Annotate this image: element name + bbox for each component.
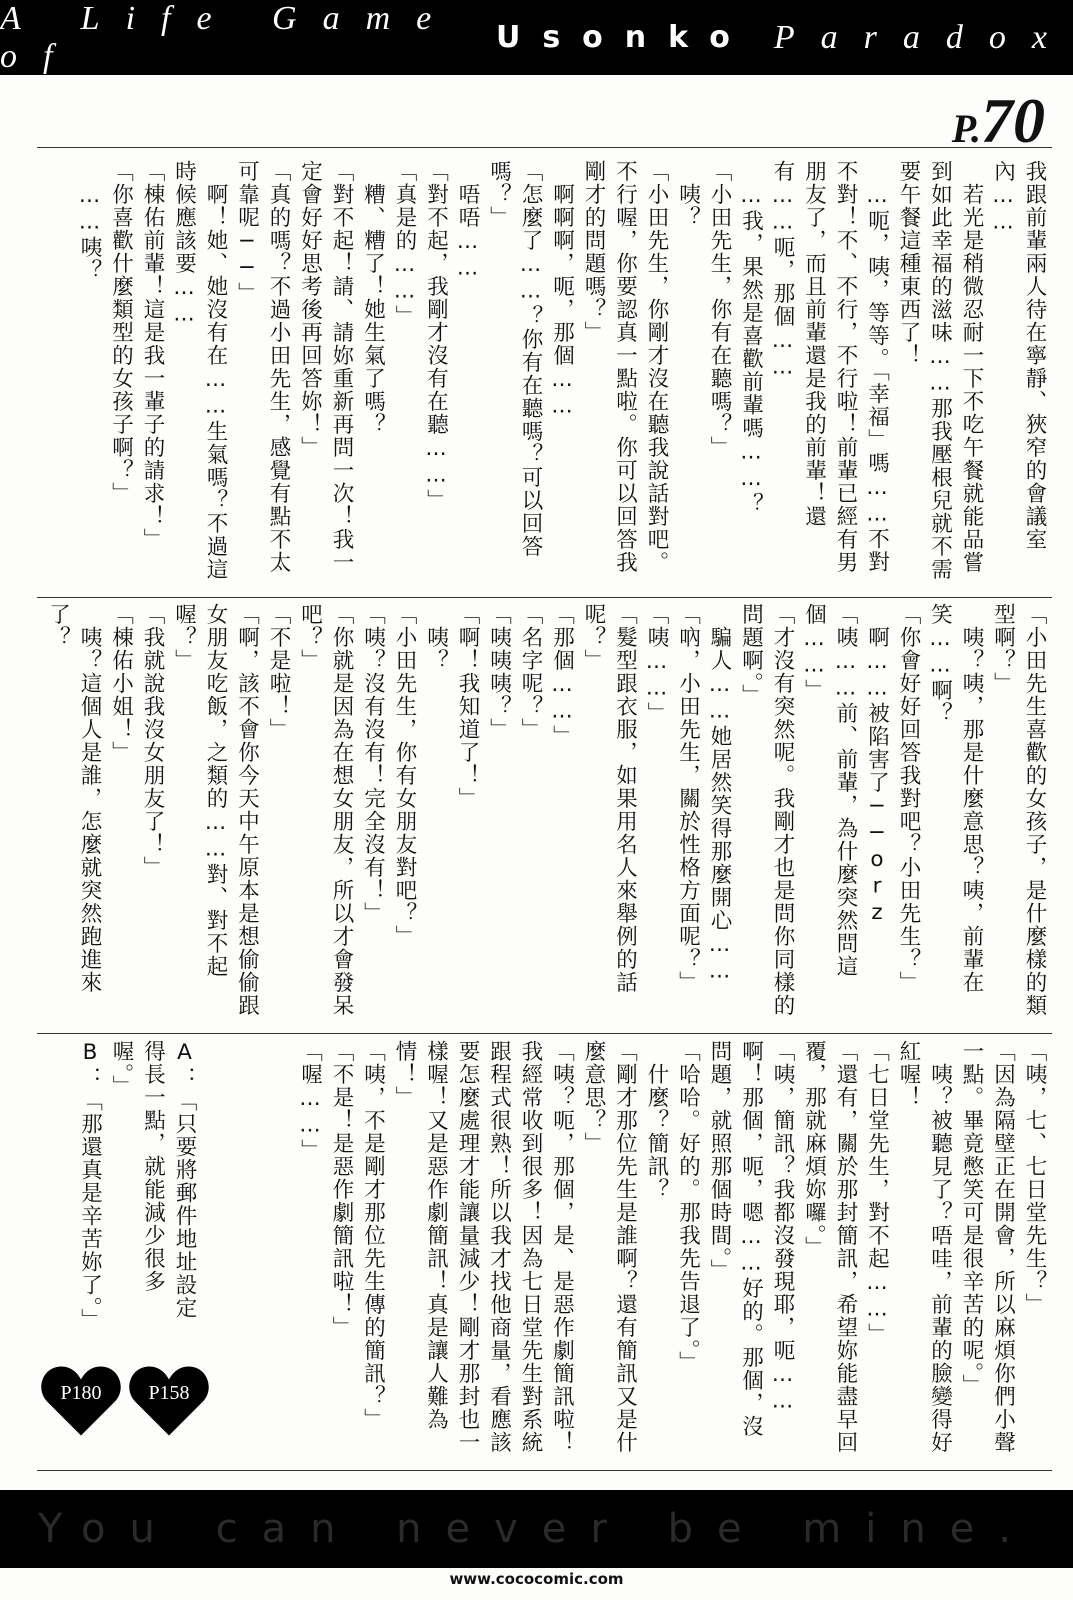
page-number-value: 70	[981, 85, 1045, 156]
title-banner	[0, 0, 1073, 75]
title-bold: Usonko	[495, 20, 752, 55]
heart-label-1: P180	[60, 1382, 102, 1404]
qa-section	[60, 1040, 200, 1340]
footer-tagline: You can never be mine.	[37, 1506, 1036, 1552]
divider-top	[37, 147, 1052, 148]
story-text-2: 「小田先生喜歡的女孩子，是什麼樣的類型啊？」 咦？咦，那是什麼意思？咦，前輩在笑……啊？ 「你會好好回答我對吧？小田先生？」 啊……被陷害了──orz 「咦……前、前輩，為什麼突然問這個……」 「才沒有突然呢。我剛才也是問你同樣的問題啊。」 騙人……她居然笑得那麼開心…… 「吶，小田先生，關於性格方面呢？」 「咦……」 「髮型跟衣服，如果用名人來舉例的話呢？」 「那個……」 「名字呢？」 「咦咦咦？」 「啊！我知道了！」 咦？ 「小田先生，你有女朋友對吧？」 「咦？沒有沒有！完全沒有！」 「你就是因為在想女朋友，所以才會發呆吧？」 「不是啦！」 「啊，該不會你今天中午原本是想偷偷跟女朋友吃飯，之類的……對、對不起喔？」 「我就說我沒女朋友了！」 「棟佑小姐！」 咦？這個人是誰，怎麼就突然跑進來了？	[45, 603, 1047, 1017]
divider-1	[37, 597, 1052, 598]
divider-2	[37, 1033, 1052, 1034]
story-text-3: 「咦，七、七日堂先生？」 「因為隔壁正在開會，所以麻煩你們小聲一點。畢竟憋笑可是很辛苦的呢。」 咦？被聽見了？唔哇，前輩的臉變得好紅喔！ 「七日堂先生，對不起……」 「還有，關於那封簡訊，希望妳能盡早回覆，那就麻煩妳囉。」 「咦，簡訊？我都沒發現耶，呃……啊！那個，呃，嗯……好的。那個，沒問題，就照那個時間。」 「哈哈。好的。那我先告退了。」 什麼？簡訊？ 「剛才那位先生是誰啊？還有簡訊又是什麼意思？」 「咦？呃，那個，是、是惡作劇簡訊啦！我經常收到很多！因為七日堂先生對系統跟程式很熟！所以我才找他商量，看應該要怎麼處理才能讓量減少！剛才那封也一樣喔！又是惡作劇簡訊！真是讓人難為情！」 「咦，不是剛才那位先生傳的簡訊？」 「不是！是惡作劇簡訊啦！」 「喔……」	[297, 1040, 1047, 1454]
footer-banner	[0, 1490, 1073, 1568]
qa-text: A：「只要將郵件地址設定得長一點，就能減少很多喔。」 B：「那還真是辛苦妳了。」	[77, 1040, 197, 1332]
divider-bottom	[37, 1470, 1052, 1471]
story-section-2	[40, 603, 1050, 1033]
story-text-1: 我跟前輩兩人待在寧靜、狹窄的會議室內…… 若光是稍微忍耐一下不吃午餐就能品嘗到如此幸福的滋味……那我壓根兒就不需要午餐這種東西了！ …呃，咦，等等。「幸福」嗎……不對不對！不、不行，不行啦！前輩已經有男朋友了，而且前輩還是我的前輩！還有……呃，那個…… …我，果然是喜歡前輩嗎……？ 「小田先生，你有在聽嗎？」 咦？ 「小田先生，你剛才沒在聽我說話對吧。不行喔，你要認真一點啦。你可以回答我剛才的問題嗎？」 啊啊啊，呃，那個…… 「怎麼了……？你有在聽嗎？可以回答嗎？」 唔唔…… 「對不起，我剛才沒有在聽……」 「真是的……」 糟、糟了！她生氣了嗎？ 「對不起！請、請妳重新再問一次！我一定會好好思考後再回答妳！」 「真的嗎？不過小田先生，感覺有點不太可靠呢──」 啊！她、她沒有在……生氣嗎？不過這時候應該要…… 「棟佑前輩！這是我一輩子的請求！」 「你喜歡什麼類型的女孩子啊？」 ……咦？	[77, 160, 1047, 581]
story-section-3	[270, 1040, 1050, 1460]
story-section-1	[40, 160, 1050, 590]
heart-badge-1	[40, 1360, 122, 1442]
heart-badges	[40, 1360, 210, 1442]
title-right: Paradox	[773, 18, 1073, 56]
title-left: A Life Game of	[0, 0, 458, 75]
heart-badge-2	[128, 1360, 210, 1442]
heart-label-2: P158	[148, 1382, 190, 1404]
page-prefix: P.	[951, 106, 981, 151]
watermark: www.cococomic.com	[449, 1570, 624, 1588]
